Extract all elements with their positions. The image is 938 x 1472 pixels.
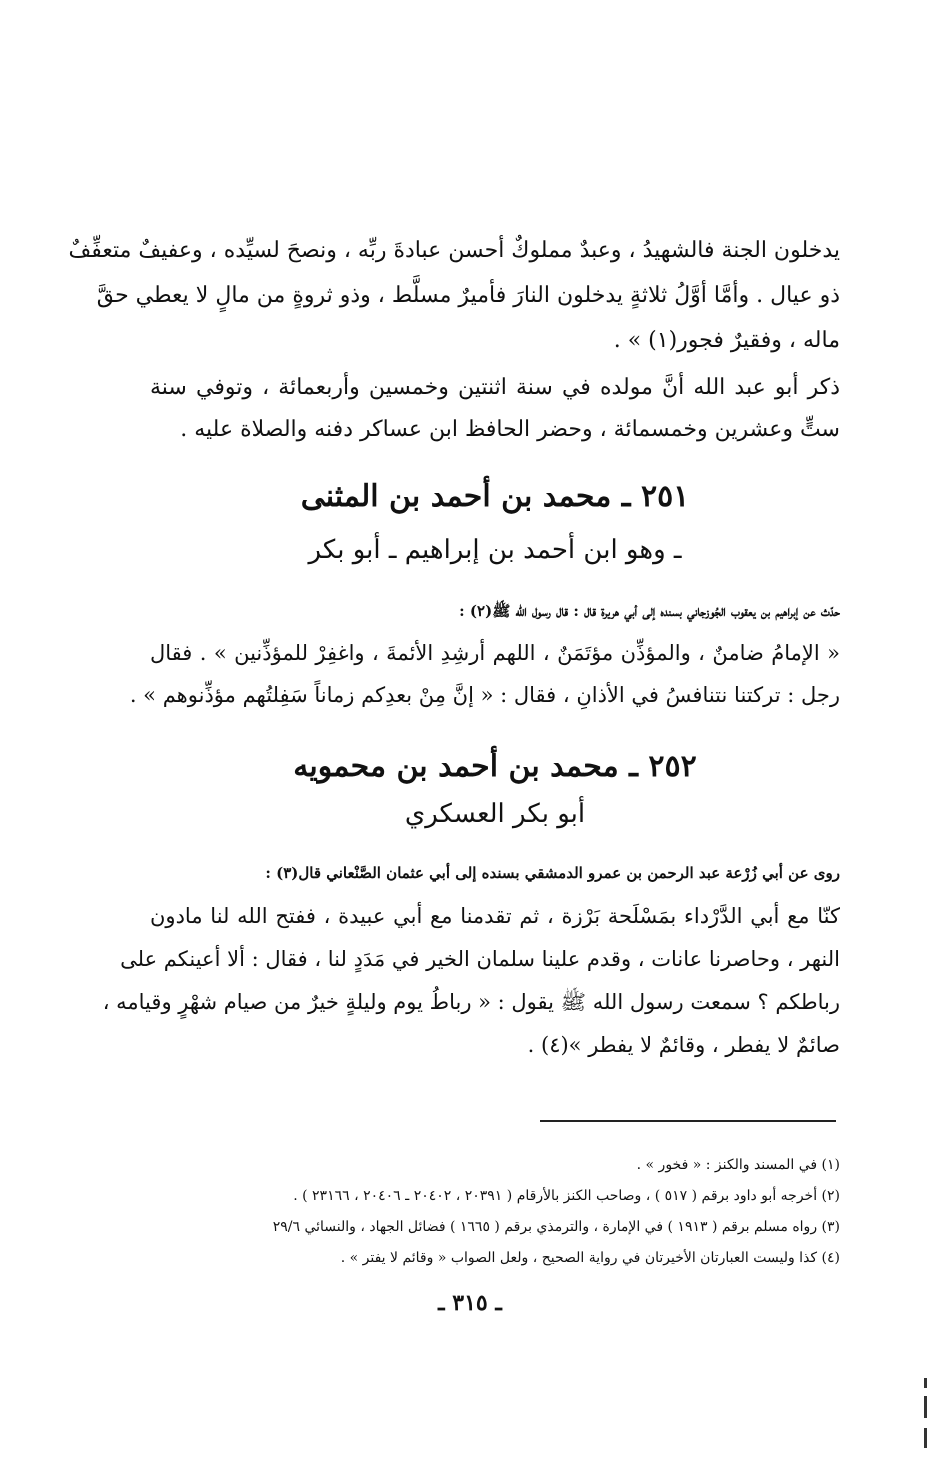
- text-line: يدخلون الجنة فالشهيدُ ، وعبدٌ مملوكٌ أحسن عبادةَ ربِّه ، ونصحَ لسيِّده ، وعفيفٌ متعفِّفٌ: [68, 238, 840, 263]
- page-number: ـ ٣١٥ ـ: [438, 1290, 502, 1316]
- scan-edge-mark: [924, 1428, 927, 1448]
- isnad-line: حدّث عن إبراهيم بن يعقوب الجُوزجاني بسنده إلى أبي هريرة قال : قال رسول الله ﷺ(٢) :: [459, 602, 840, 620]
- text-line: ذو عيال . وأمَّا أوَّلُ ثلاثةٍ يدخلون النارَ فأميرٌ مسلَّط ، وذو ثروةٍ من مالٍ لا يعطي حقَّ: [96, 283, 840, 308]
- paragraph-hadith-continuation: [68, 228, 840, 363]
- text-line: رباطكم ؟ سمعت رسول الله ﷺ يقول : « رباطُ يوم وليلةٍ خيرٌ من صيام شهْرٍ وقيامه ،: [102, 990, 840, 1014]
- footnotes: [220, 1150, 840, 1274]
- isnad-line: روى عن أبي زُرْعة عبد الرحمن بن عمرو الدمشقي بسنده إلى أبي عثمان الصَّنْعاني قال(٣) :: [265, 864, 840, 882]
- entry-252-subheading: أبو بكر العسكري: [404, 799, 586, 829]
- scan-edge-mark: [924, 1396, 927, 1418]
- text-line: ستٍّ وعشرين وخمسمائة ، وحضر الحافظ ابن عساكر دفنه والصلاة عليه .: [180, 417, 840, 442]
- entry-251-body: [129, 590, 840, 716]
- text-line: صائمٌ لا يفطر ، وقائمٌ لا يفطر »(٤) .: [527, 1033, 840, 1057]
- entry-251-subheading: ـ وهو ابن أحمد بن إبراهيم ـ أبو بكر: [308, 535, 682, 565]
- footnote-2: (٢) أخرجه أبو داود برقم ( ٥١٧ ) ، وصاحب الكنز بالأرقام ( ٢٠٣٩١ ، ٢٠٤٠٢ ـ ٢٠٤٠٦ ، ٢٣١٦٦ ) .: [293, 1188, 840, 1204]
- footnote-4: (٤) كذا وليست العبارتان الأخيرتان في رواية الصحيح ، ولعل الصواب « وقائم لا يفتر » .: [340, 1250, 840, 1266]
- text-line: « الإمامُ ضامنٌ ، والمؤذِّن مؤتَمَنٌ ، اللهم أرشِدِ الأئمةَ ، واغفِرْ للمؤذِّنين » . فقال: [150, 641, 840, 665]
- entry-251-heading: ٢٥١ ـ محمد بن أحمد بن المثنى: [300, 479, 690, 514]
- text-line: كنّا مع أبي الدَّرْداء بمَسْلَحة بَرْزة ، ثم تقدمنا مع أبي عبيدة ، ففتح الله لنا مادون: [150, 904, 840, 928]
- text-line: رجل : تركتنا نتنافسُ في الأذانِ ، فقال : « إنَّ مِنْ بعدِكم زماناً سَفِلتُهم مؤذِّنوهم » .: [129, 683, 840, 707]
- footnote-1: (١) في المسند والكنز : « فخور » .: [636, 1157, 840, 1173]
- footnote-divider: [540, 1120, 836, 1122]
- text-line: ماله ، وفقيرٌ فجور(١) » .: [613, 328, 840, 353]
- footnote-3: (٣) رواه مسلم برقم ( ١٩١٣ ) في الإمارة ، والترمذي برقم ( ١٦٦٥ ) فضائل الجهاد ، والنسائي ٢٩/٦: [272, 1219, 840, 1235]
- entry-252-body: [102, 852, 840, 1067]
- paragraph-birth-death: [150, 367, 840, 451]
- text-line: النهر ، وحاصرنا عانات ، وقدم علينا سلمان الخير في مَدَدٍ لنا ، فقال : ألا أعينكم على: [120, 947, 840, 971]
- text-line: ذكر أبو عبد الله أنَّ مولده في سنة اثنتين وخمسين وأربعمائة ، وتوفي سنة: [150, 375, 840, 400]
- entry-252-heading: ٢٥٢ ـ محمد بن أحمد بن محمويه: [293, 749, 697, 784]
- scan-edge-mark: [924, 1378, 927, 1388]
